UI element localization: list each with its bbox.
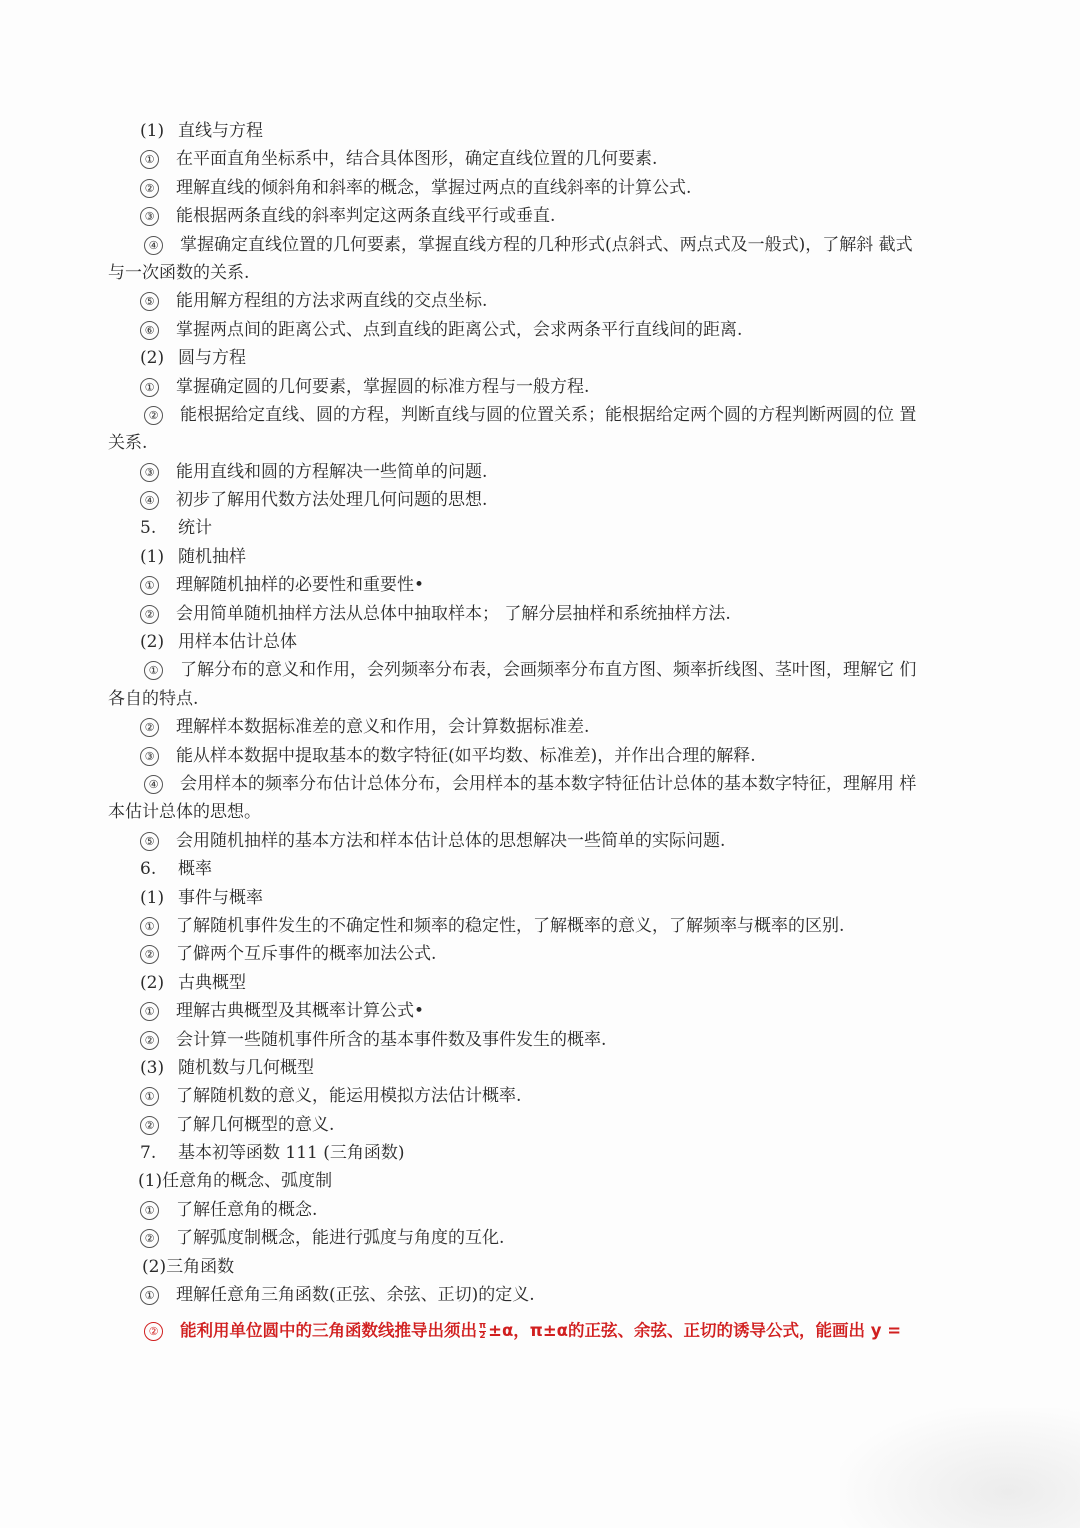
list-item: ① 理解随机抽样的必要性和重要性•: [108, 571, 972, 599]
section-heading: 6. 概率: [140, 859, 212, 880]
list-item: ② 了解几何概型的意义.: [108, 1111, 972, 1139]
list-item: ④ 会用样本的频率分布估计总体分布，会用样本的基本数字特征估计总体的基本数字特征，理解用 样: [108, 770, 972, 798]
circled-number: ①: [140, 917, 159, 936]
circled-number: ②: [144, 1322, 163, 1341]
list-item-continuation: 本估计总体的思想。: [108, 802, 261, 823]
list-item: ① 理解任意角三角函数(正弦、余弦、正切)的定义.: [108, 1281, 972, 1309]
circled-number: ③: [140, 747, 159, 766]
list-item: ③ 能从样本数据中提取基本的数字特征(如平均数、标准差)，并作出合理的解释.: [108, 742, 972, 770]
circled-number: ①: [140, 1002, 159, 1021]
list-item-continuation: 各自的特点.: [108, 688, 199, 709]
list-item: ① 了解任意角的概念.: [108, 1196, 972, 1224]
circled-number: ④: [144, 236, 163, 255]
list-item-continuation: 与一次函数的关系.: [108, 262, 250, 283]
section-heading: 5. 统计: [140, 518, 212, 539]
circled-number: ①: [140, 1286, 159, 1305]
list-item: ④ 初步了解用代数方法处理几何问题的思想.: [108, 486, 972, 514]
list-item: ① 了解随机数的意义，能运用模拟方法估计概率.: [108, 1082, 972, 1110]
list-item: ⑤ 会用随机抽样的基本方法和样本估计总体的思想解决一些简单的实际问题.: [108, 827, 972, 855]
circled-number: ②: [140, 945, 159, 964]
page-shadow: [840, 1408, 1080, 1528]
list-item: ② 了僻两个互斥事件的概率加法公式.: [108, 940, 972, 968]
circled-number: ①: [140, 1087, 159, 1106]
circled-number: ①: [140, 378, 159, 397]
circled-number: ②: [140, 1229, 159, 1248]
list-item: ① 在平面直角坐标系中，结合具体图形，确定直线位置的几何要素.: [108, 145, 972, 173]
subsection-heading: (1)任意角的概念、弧度制: [138, 1171, 333, 1192]
circled-number: ④: [140, 491, 159, 510]
subsection-heading: (1) 随机抽样: [140, 546, 246, 567]
circled-number: ④: [144, 775, 163, 794]
document-body: [108, 117, 972, 1346]
subsection-heading: (2) 用样本估计总体: [140, 632, 297, 653]
circled-number: ⑤: [140, 292, 159, 311]
list-item: ① 理解古典概型及其概率计算公式•: [108, 997, 972, 1025]
circled-number: ⑤: [140, 832, 159, 851]
circled-number: ①: [144, 661, 163, 680]
circled-number: ①: [140, 1201, 159, 1220]
section-heading: 7. 基本初等函数 111 (三角函数): [140, 1143, 405, 1164]
list-item: ② 理解样本数据标准差的意义和作用，会计算数据标准差.: [108, 713, 972, 741]
subsection-heading: (1) 事件与概率: [140, 887, 263, 908]
list-item: ① 掌握确定圆的几何要素，掌握圆的标准方程与一般方程.: [108, 373, 972, 401]
list-item: ② 会计算一些随机事件所含的基本事件数及事件发生的概率.: [108, 1026, 972, 1054]
circled-number: ①: [140, 576, 159, 595]
circled-number: ②: [140, 605, 159, 624]
list-item: ① 了解分布的意义和作用，会列频率分布表，会画频率分布直方图、频率折线图、茎叶图，理解它 们: [108, 656, 972, 684]
list-item: ② 理解直线的倾斜角和斜率的概念，掌握过两点的直线斜率的计算公式.: [108, 174, 972, 202]
list-item: ④ 掌握确定直线位置的几何要素，掌握直线方程的几种形式(点斜式、两点式及一般式)，了解斜 截式: [108, 231, 972, 259]
subsection-heading: (2) 圆与方程: [140, 348, 246, 369]
list-item: ③ 能用直线和圆的方程解决一些简单的问题.: [108, 458, 972, 486]
subsection-heading: (1) 直线与方程: [140, 121, 263, 141]
circled-number: ②: [140, 1116, 159, 1135]
list-item: ② 了解弧度制概念，能进行弧度与角度的互化.: [108, 1224, 972, 1252]
circled-number: ⑥: [140, 321, 159, 340]
circled-number: ③: [140, 463, 159, 482]
circled-number: ③: [140, 207, 159, 226]
list-item: ① 了解随机事件发生的不确定性和频率的稳定性，了解概率的意义，了解频率与概率的区别.: [108, 912, 972, 940]
list-item: ② 会用简单随机抽样方法从总体中抽取样本； 了解分层抽样和系统抽样方法.: [108, 600, 972, 628]
circled-number: ②: [140, 1031, 159, 1050]
circled-number: ②: [144, 406, 163, 425]
highlighted-list-item: ② 能利用单位圆中的三角函数线推导出须出 $\frac{\pi}{2}$ ±α，π±α的正弦、余弦、正切的诱导公式，能画出 y =: [108, 1317, 972, 1345]
fraction-pi-over-2: $\frac{\pi}{2}$: [479, 1321, 487, 1342]
list-item: ⑤ 能用解方程组的方法求两直线的交点坐标.: [108, 287, 972, 315]
list-item: ③ 能根据两条直线的斜率判定这两条直线平行或垂直.: [108, 202, 972, 230]
subsection-heading: (2)三角函数: [142, 1256, 235, 1277]
circled-number: ①: [140, 150, 159, 169]
subsection-heading: (3) 随机数与几何概型: [140, 1057, 314, 1078]
circled-number: ②: [140, 718, 159, 737]
list-item: ⑥ 掌握两点间的距离公式、点到直线的距离公式，会求两条平行直线间的距离.: [108, 316, 972, 344]
subsection-heading: (2) 古典概型: [140, 972, 246, 993]
list-item: ② 能根据给定直线、圆的方程，判断直线与圆的位置关系；能根据给定两个圆的方程判断两圆的位 置: [108, 401, 972, 429]
list-item-continuation: 关系.: [108, 433, 148, 454]
circled-number: ②: [140, 179, 159, 198]
